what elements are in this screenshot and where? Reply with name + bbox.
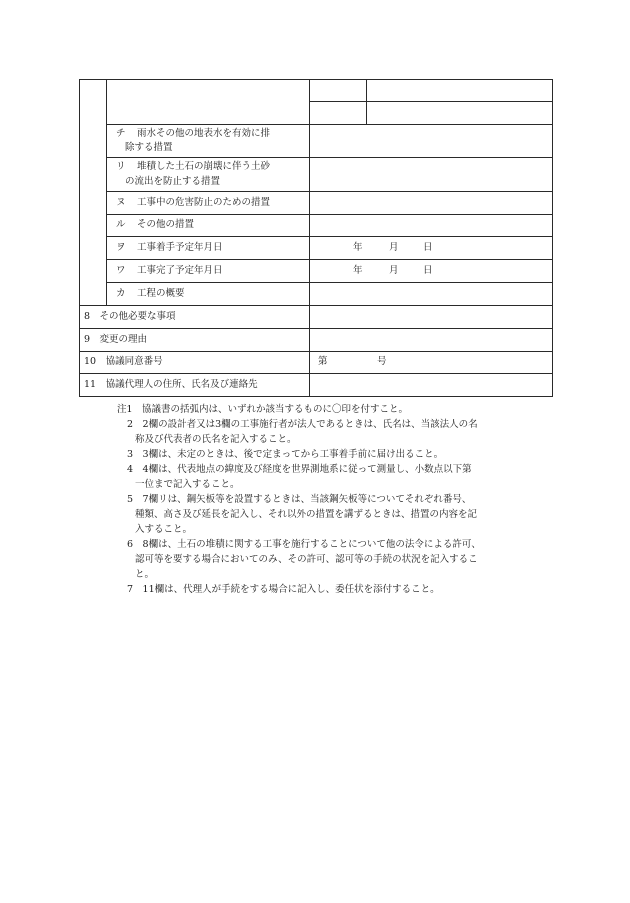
row-chi-label-line2: 除する措置 <box>125 142 173 153</box>
note-2: 2 2欄の設計者又は3欄の工事施行者が法人であるときは、氏名は、当該法人の名 <box>127 419 478 430</box>
row-ka-label: 工程の概要 <box>137 288 185 299</box>
note-1: 注1 協議書の括弧内は、いずれか該当するものに〇印を付すこと。 <box>117 404 409 415</box>
row-divider-4 <box>106 214 553 215</box>
row-nu-label: 工事中の危害防止のための措置 <box>137 197 271 208</box>
table-border-right <box>552 79 553 397</box>
row-divider-9 <box>79 328 553 329</box>
row-wa-month: 月 <box>389 265 399 276</box>
row-wo-mark: ヲ <box>116 242 126 253</box>
row-wo-day: 日 <box>423 242 433 253</box>
col-divider-main <box>309 79 310 397</box>
row-divider-1 <box>106 124 553 125</box>
row-wa-mark: ワ <box>116 265 126 276</box>
note-6-cont-2: と。 <box>135 569 155 580</box>
row-8-label: 8 その他必要な事項 <box>84 311 176 322</box>
row-divider-7 <box>106 282 553 283</box>
row-divider-6 <box>106 259 553 260</box>
row-chi-label-line1: 雨水その他の地表水を有効に排 <box>137 128 271 139</box>
row-ka-mark: カ <box>116 288 126 299</box>
row-wa-day: 日 <box>423 265 433 276</box>
row-11-label: 11 協議代理人の住所、氏名及び連絡先 <box>84 379 258 390</box>
note-6-cont-1: 認可等を要する場合においてのみ、その許可、認可等の手続の状況を記入するこ <box>135 554 478 565</box>
row-divider-3 <box>106 191 553 192</box>
row-ri-label-line2: の流出を防止する措置 <box>125 176 221 187</box>
note-4: 4 4欄は、代表地点の緯度及び経度を世界測地系に従って測量し、小数点以下第 <box>127 464 472 475</box>
note-2-cont: 称及び代表者の氏名を記入すること。 <box>135 434 297 445</box>
table-border-top <box>79 79 553 80</box>
row-10-dai: 第 <box>318 356 328 367</box>
note-4-cont: 一位まで記入すること。 <box>135 479 240 490</box>
row-wo-label: 工事着手予定年月日 <box>137 242 223 253</box>
row-divider-5 <box>106 236 553 237</box>
note-5-cont-2: 入すること。 <box>135 524 193 535</box>
col-divider-indent <box>106 79 107 305</box>
row-divider-11 <box>79 373 553 374</box>
row-nu-mark: ヌ <box>116 197 126 208</box>
row-wa-year: 年 <box>353 265 363 276</box>
row-ri-label-line1: 堆積した土石の崩壊に伴う土砂 <box>137 161 271 172</box>
row-divider-8 <box>79 305 553 306</box>
row-divider-10 <box>79 351 553 352</box>
row-10-label: 10 協議同意番号 <box>84 356 163 367</box>
row-ru-label: その他の措置 <box>137 219 195 230</box>
row-wo-year: 年 <box>353 242 363 253</box>
notes-section <box>117 402 557 597</box>
note-3: 3 3欄は、未定のときは、後で定まってから工事着手前に届け出ること。 <box>127 449 444 460</box>
table-border-left <box>79 79 80 397</box>
note-5: 5 7欄リは、鋼矢板等を設置するときは、当該鋼矢板等についてそれぞれ番号、 <box>127 494 472 505</box>
note-6: 6 8欄は、土石の堆積に関する工事を施行することについて他の法令による許可、 <box>127 539 481 550</box>
row-9-label: 9 変更の理由 <box>84 334 148 345</box>
form-table <box>79 79 553 397</box>
row-chi-mark: チ <box>116 128 126 139</box>
row-ri-mark: リ <box>116 161 126 172</box>
note-5-cont-1: 種類、高さ及び延長を記入し、それ以外の措置を講ずるときは、措置の内容を記 <box>135 509 478 520</box>
row-ru-mark: ル <box>116 219 126 230</box>
row-wa-label: 工事完了予定年月日 <box>137 265 223 276</box>
table-border-bottom <box>79 396 553 397</box>
row-10-go: 号 <box>377 356 387 367</box>
note-7: 7 11欄は、代理人が手続をする場合に記入し、委任状を添付すること。 <box>127 584 440 595</box>
row-wo-month: 月 <box>389 242 399 253</box>
row-divider-2 <box>106 157 553 158</box>
row-divider-sub <box>309 101 553 102</box>
